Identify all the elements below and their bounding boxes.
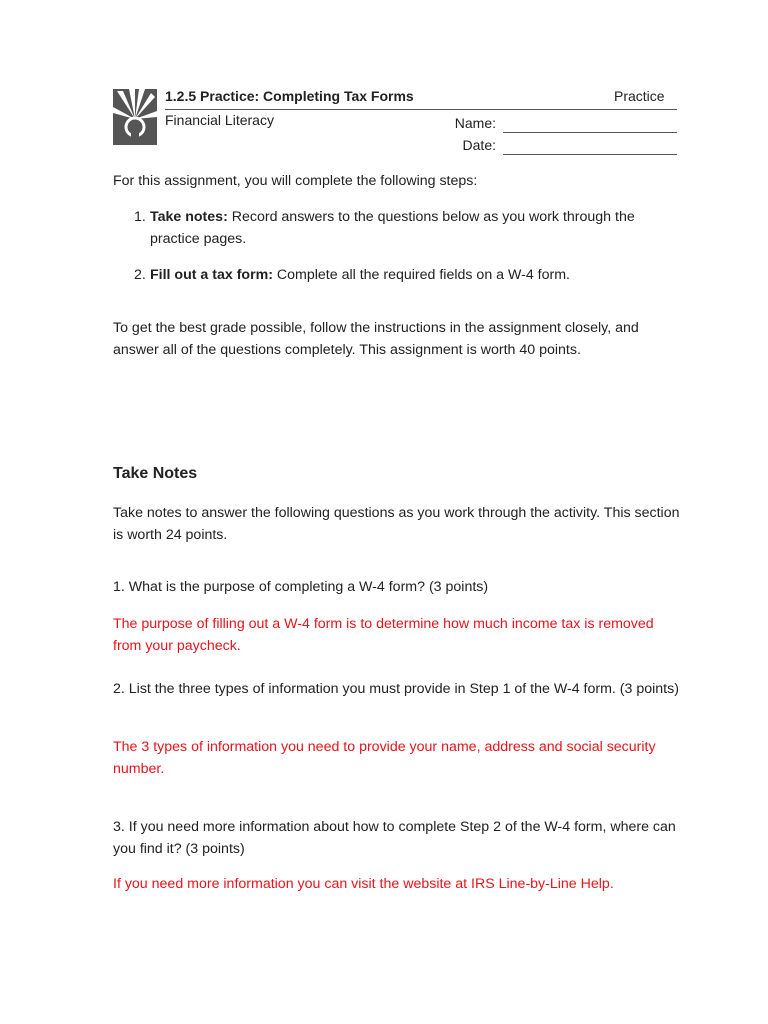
answer-2: The 3 types of information you need to provide your name, address and social security number. xyxy=(113,739,656,777)
name-field-line[interactable] xyxy=(503,132,677,133)
step-item xyxy=(113,206,673,250)
publisher-logo xyxy=(113,89,157,145)
answer-3: If you need more information you can visit the website at IRS Line-by-Line Help. xyxy=(113,876,614,892)
name-label: Name: xyxy=(454,115,496,131)
answer-1: The purpose of filling out a W-4 form is to determine how much income tax is removed from your paycheck. xyxy=(113,616,654,654)
step-item xyxy=(113,264,673,286)
question-1: 1. What is the purpose of completing a W-4 form? (3 points) xyxy=(113,579,489,595)
sunburst-logo-icon xyxy=(113,89,157,145)
step-title: Take notes: xyxy=(150,209,228,225)
header-divider xyxy=(165,109,677,110)
step-text: Complete all the required fields on a W-4 form. xyxy=(272,267,570,283)
assignment-title: 1.2.5 Practice: Completing Tax Forms xyxy=(165,88,414,104)
step-text: Record answers to the questions below as you work through the practice pages. xyxy=(150,209,635,247)
step-title: Fill out a tax form: xyxy=(150,267,273,283)
section-intro: Take notes to answer the following questions as you work through the activity. This section is worth 24 points. xyxy=(113,505,680,543)
date-field-line[interactable] xyxy=(503,154,677,155)
course-name: Financial Literacy xyxy=(165,112,274,128)
date-label: Date: xyxy=(462,137,496,153)
question-2: 2. List the three types of information you must provide in Step 1 of the W-4 form. (3 points) xyxy=(113,681,679,697)
step-number: 2. xyxy=(134,267,146,283)
section-heading: Take Notes xyxy=(113,465,198,482)
document-type-label: Practice xyxy=(614,88,665,104)
step-number: 1. xyxy=(134,209,146,225)
intro-paragraph: For this assignment, you will complete the following steps: xyxy=(113,173,478,189)
grading-note: To get the best grade possible, follow the instructions in the assignment closely, and answer all of the questions completely. This assignment is worth 40 points. xyxy=(113,320,639,358)
steps-list xyxy=(113,206,673,300)
question-3: 3. If you need more information about how to complete Step 2 of the W-4 form, where can you find it? (3 points) xyxy=(113,819,676,857)
